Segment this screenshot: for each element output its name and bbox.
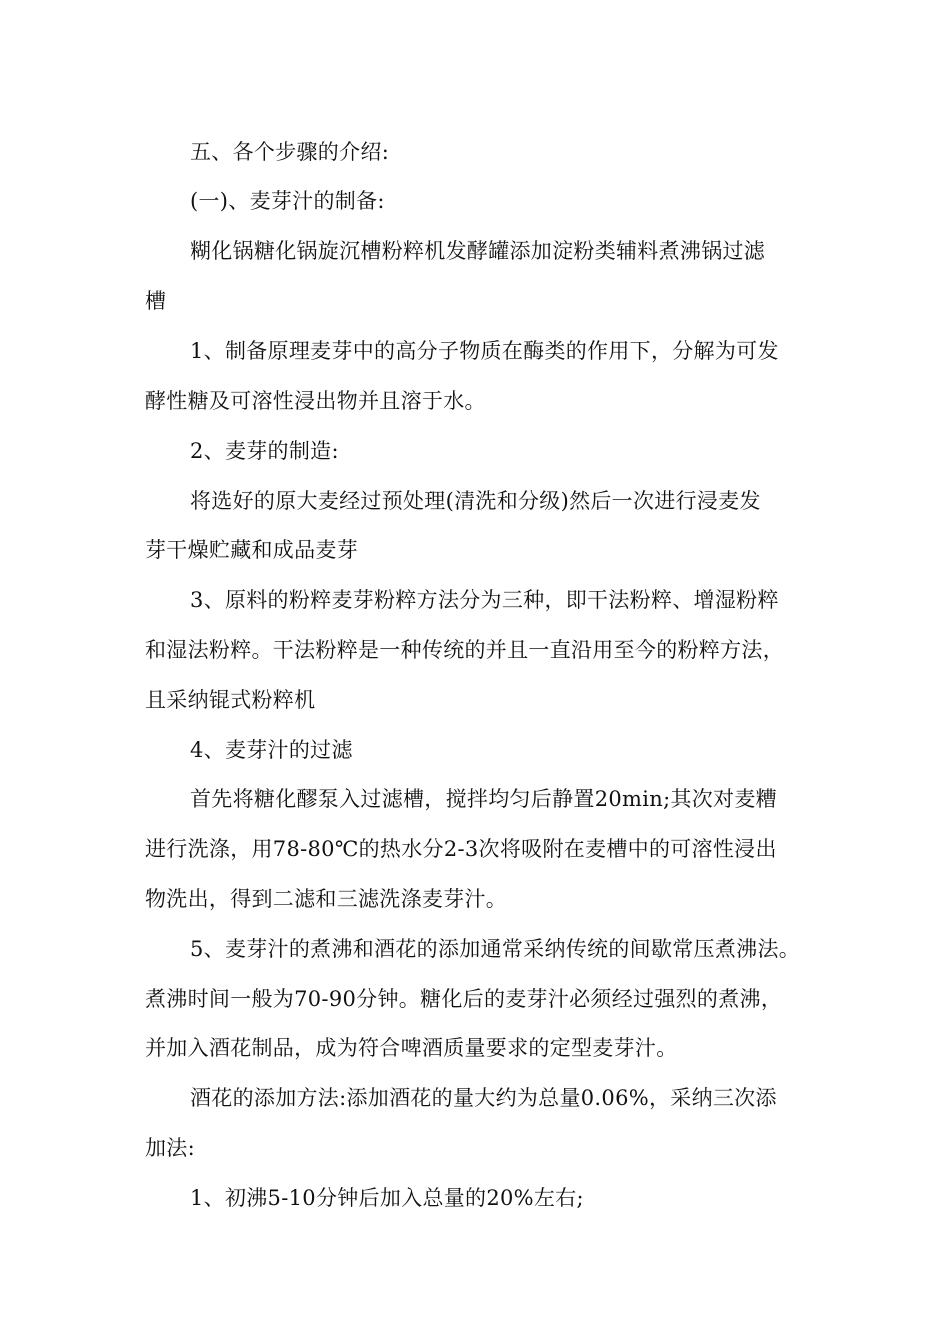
paragraph-line: 糊化锅糖化锅旋沉槽粉粹机发酵罐添加淀粉类辅料煮沸锅过滤 xyxy=(190,239,766,263)
paragraph-line: 加法: xyxy=(145,1136,195,1160)
paragraph-line: 首先将糖化醪泵入过滤槽，搅拌均匀后静置20min;其次对麦糟 xyxy=(190,787,777,811)
paragraph-line: 将选好的原大麦经过预处理(清洗和分级)然后一次进行浸麦发 xyxy=(190,489,761,513)
paragraph-line: 4、麦芽汁的过滤 xyxy=(190,738,353,762)
paragraph-line: 物洗出，得到二滤和三滤洗涤麦芽汁。 xyxy=(145,887,508,911)
paragraph-line: 和湿法粉粹。干法粉粹是一种传统的并且一直沿用至今的粉粹方法， xyxy=(145,638,784,662)
paragraph-line: 进行洗涤，用78-80℃的热水分2-3次将吸附在麦槽中的可溶性浸出 xyxy=(145,837,777,861)
paragraph-line: 且采纳锟式粉粹机 xyxy=(145,688,316,712)
paragraph-line: 1、制备原理麦芽中的高分子物质在酶类的作用下，分解为可发 xyxy=(190,339,779,363)
subsection-heading: (一)、麦芽汁的制备: xyxy=(190,189,385,213)
section-heading: 五、各个步骤的介绍: xyxy=(190,140,390,164)
paragraph-line: 并加入酒花制品，成为符合啤酒质量要求的定型麦芽汁。 xyxy=(145,1036,678,1060)
paragraph-line: 2、麦芽的制造: xyxy=(190,439,339,463)
paragraph-line: 酵性糖及可溶性浸出物并且溶于水。 xyxy=(145,389,486,413)
paragraph-line: 槽 xyxy=(145,289,167,313)
paragraph-line: 芽干燥贮藏和成品麦芽 xyxy=(145,538,358,562)
paragraph-line: 煮沸时间一般为70-90分钟。糖化后的麦芽汁必须经过强烈的煮沸， xyxy=(145,987,783,1011)
paragraph-line: 3、原料的粉粹麦芽粉粹方法分为三种，即干法粉粹、增湿粉粹 xyxy=(190,588,779,612)
paragraph-line: 酒花的添加方法:添加酒花的量大约为总量0.06%，采纳三次添 xyxy=(190,1086,777,1110)
paragraph-line: 1、初沸5-10分钟后加入总量的20%左右; xyxy=(190,1186,584,1210)
paragraph-line: 5、麦芽汁的煮沸和酒花的添加通常采纳传统的间歇常压煮沸法。 xyxy=(190,937,801,961)
